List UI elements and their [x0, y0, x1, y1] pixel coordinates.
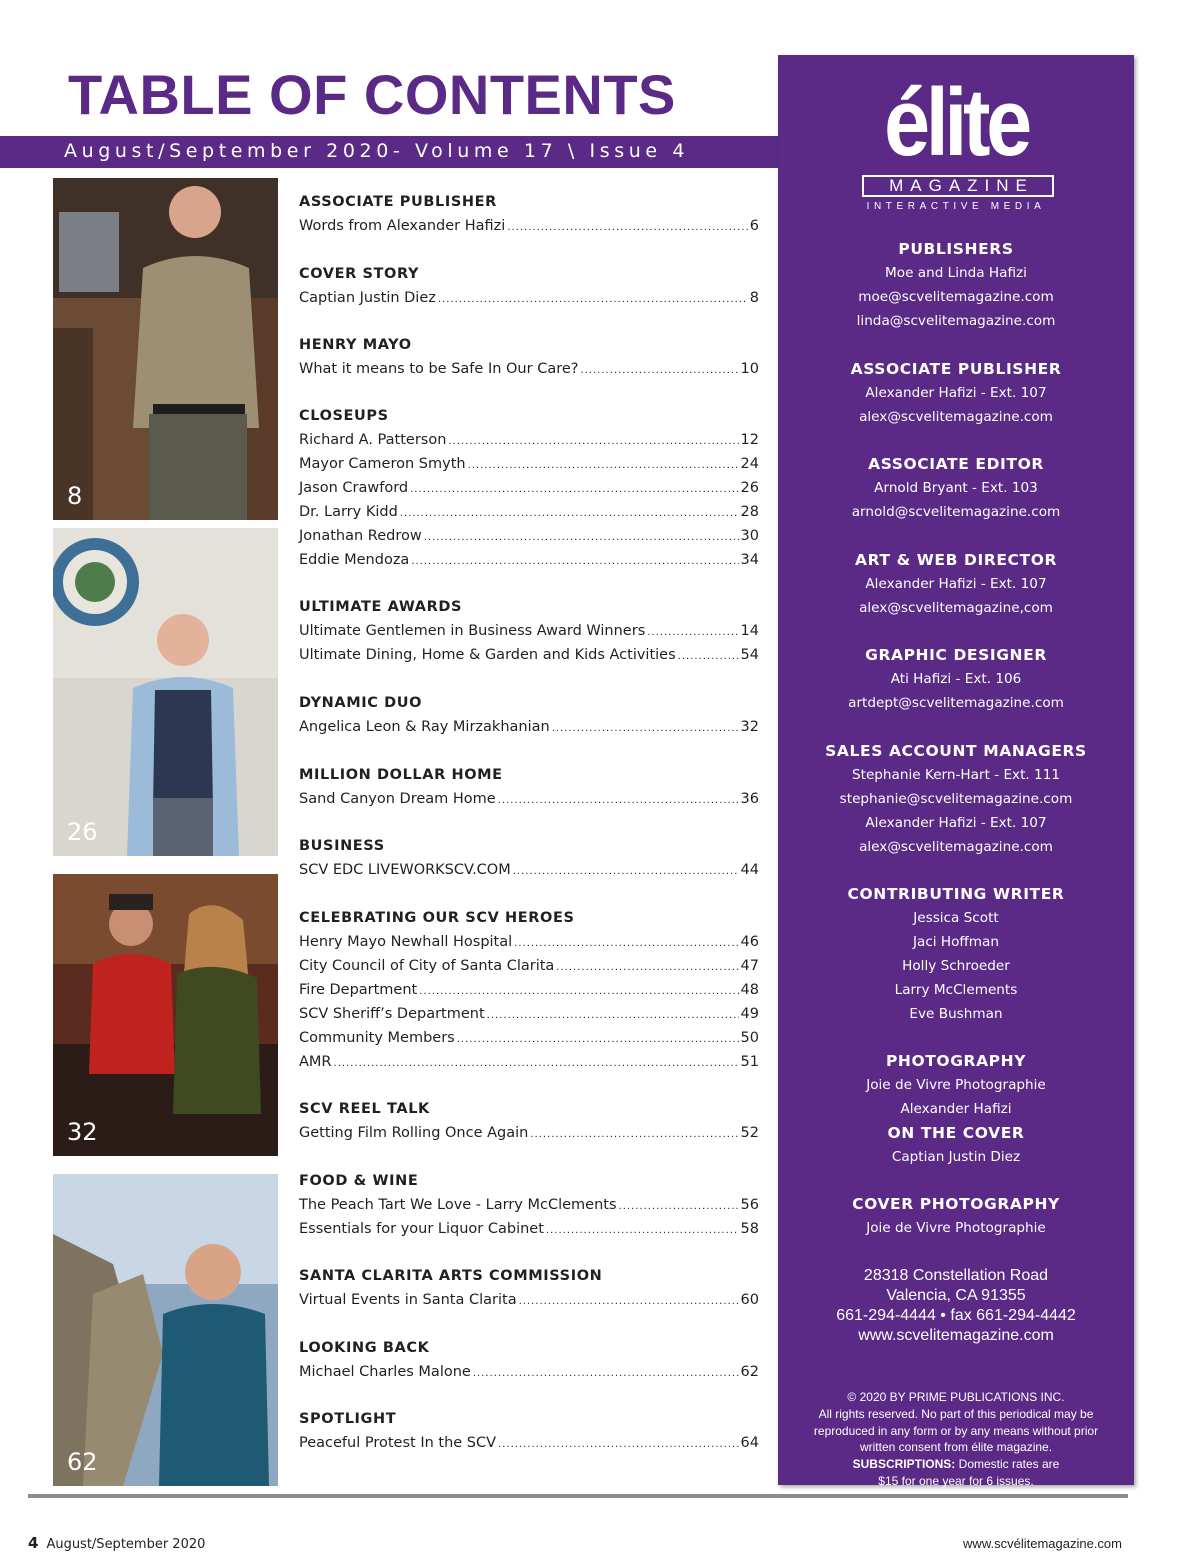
toc-entry-title: Jonathan Redrow	[299, 528, 422, 544]
toc-entry-page: 34	[740, 552, 759, 568]
photo-dynamic-duo	[53, 874, 278, 1156]
toc-entry[interactable]	[299, 524, 759, 548]
toc-entry-page: 52	[740, 1125, 759, 1141]
dot-leader	[519, 1290, 739, 1314]
staff-name: Alexander Hafizi - Ext. 107	[865, 576, 1047, 592]
toc-section	[299, 190, 759, 238]
subscriptions-text: Domestic rates are	[955, 1457, 1060, 1472]
dot-leader	[498, 789, 739, 813]
toc-section-heading: COVER STORY	[299, 266, 420, 282]
toc-section-heading: ASSOCIATE PUBLISHER	[299, 194, 497, 210]
dot-leader	[457, 1028, 739, 1052]
dot-leader	[513, 860, 739, 884]
toc-entry[interactable]	[299, 1002, 759, 1026]
staff-contributing-writer	[778, 882, 1134, 1026]
photo-page-number: 26	[67, 818, 98, 846]
staff-email[interactable]: alex@scvelitemagazine,com	[859, 600, 1053, 616]
copyright-line: written consent from élite magazine.	[859, 1440, 1053, 1455]
toc-entry-title: Sand Canyon Dream Home	[299, 791, 496, 807]
toc-entry-page: 50	[740, 1030, 759, 1046]
toc-section-heading: ULTIMATE AWARDS	[299, 599, 463, 615]
toc-section	[299, 1097, 759, 1145]
toc-section	[299, 906, 759, 1074]
toc-entry-title: Eddie Mendoza	[299, 552, 410, 568]
toc-entry[interactable]	[299, 787, 759, 811]
toc-entry-page: 8	[749, 290, 759, 306]
toc-entry-page: 6	[749, 218, 759, 234]
toc-entry-page: 56	[740, 1197, 759, 1213]
toc-entry[interactable]	[299, 1121, 759, 1145]
toc-section-heading: SANTA CLARITA ARTS COMMISSION	[299, 1268, 603, 1284]
toc-entry-page: 64	[740, 1435, 759, 1451]
dot-leader	[507, 216, 747, 240]
staff-name: Jaci Hoffman	[912, 934, 999, 950]
toc-entry-title: Virtual Events in Santa Clarita	[299, 1292, 517, 1308]
toc-entry-page: 46	[740, 934, 759, 950]
staff-email[interactable]: moe@scvelitemagazine.com	[858, 289, 1054, 305]
staff-role: ON THE COVER	[887, 1124, 1025, 1142]
toc-entry-title: Michael Charles Malone	[299, 1364, 471, 1380]
toc-entry[interactable]	[299, 357, 759, 381]
staff-name: Joie de Vivre Photographie	[866, 1077, 1046, 1093]
toc-entry[interactable]	[299, 715, 759, 739]
staff-associate-publisher	[778, 357, 1134, 429]
address-website[interactable]: www.scvelitemagazine.com	[858, 1327, 1054, 1344]
toc-entry[interactable]	[299, 619, 759, 643]
toc-entry[interactable]	[299, 548, 759, 572]
toc-entry-title: Ultimate Dining, Home & Garden and Kids Activities	[299, 647, 676, 663]
contact-address	[778, 1266, 1134, 1346]
staff-cover-photography	[778, 1192, 1134, 1240]
toc-entry-page: 48	[740, 982, 759, 998]
staff-name: Eve Bushman	[909, 1006, 1003, 1022]
toc-entry[interactable]	[299, 428, 759, 452]
staff-role: COVER PHOTOGRAPHY	[852, 1195, 1060, 1213]
toc-entry-page: 49	[740, 1006, 759, 1022]
toc-entry-title: Jason Crawford	[299, 480, 409, 496]
dot-leader	[438, 288, 748, 312]
toc-entry-title: Angelica Leon & Ray Mirzakhanian	[299, 719, 550, 735]
toc-section	[299, 691, 759, 739]
dot-leader	[334, 1052, 739, 1076]
toc-section	[299, 404, 759, 572]
toc-section	[299, 333, 759, 381]
toc-section-heading: LOOKING BACK	[299, 1340, 430, 1356]
toc-entry[interactable]	[299, 954, 759, 978]
photo-cover-story	[53, 178, 278, 520]
staff-name: Alexander Hafizi	[900, 1101, 1012, 1117]
toc-entry-page: 54	[740, 647, 759, 663]
toc-section-heading: DYNAMIC DUO	[299, 695, 423, 711]
dot-leader	[678, 645, 739, 669]
staff-name: Joie de Vivre Photographie	[866, 1220, 1046, 1236]
toc-entry-page: 58	[740, 1221, 759, 1237]
toc-entry-title: SCV Sheriff’s Department	[299, 1006, 485, 1022]
dot-leader	[400, 502, 739, 526]
dot-leader	[580, 359, 738, 383]
toc-section	[299, 1169, 759, 1241]
photo-looking-back	[53, 1174, 278, 1486]
toc-section	[299, 1264, 759, 1312]
logo-tagline: INTERACTIVE MEDIA	[866, 201, 1046, 212]
toc-entry-title: Getting Film Rolling Once Again	[299, 1125, 529, 1141]
toc-section	[299, 1336, 759, 1384]
footer-rule	[28, 1494, 1128, 1498]
toc-entry-title: Peaceful Protest In the SCV	[299, 1435, 497, 1451]
toc-section	[299, 834, 759, 882]
toc-entry[interactable]	[299, 930, 759, 954]
page-folio	[28, 1534, 205, 1552]
staff-name: Holly Schroeder	[902, 958, 1010, 974]
staff-email[interactable]: linda@scvelitemagazine.com	[856, 313, 1056, 329]
staff-role: SALES ACCOUNT MANAGERS	[825, 742, 1087, 760]
toc-entry-title: Henry Mayo Newhall Hospital	[299, 934, 513, 950]
toc-entry-page: 28	[740, 504, 759, 520]
staff-name: Arnold Bryant - Ext. 103	[874, 480, 1038, 496]
staff-art-web-director	[778, 548, 1134, 620]
dot-leader	[419, 980, 738, 1004]
footer-website[interactable]: www.scvélitemagazine.com	[963, 1536, 1122, 1551]
toc-entry-title: Captian Justin Diez	[299, 290, 436, 306]
staff-name: Moe and Linda Hafizi	[885, 265, 1027, 281]
staff-role: ART & WEB DIRECTOR	[854, 551, 1058, 569]
dot-leader	[424, 526, 739, 550]
dot-leader	[530, 1123, 738, 1147]
staff-email[interactable]: arnold@scvelitemagazine.com	[851, 504, 1061, 520]
toc-entry-page: 24	[740, 456, 759, 472]
toc-section-heading: CELEBRATING OUR SCV HEROES	[299, 910, 575, 926]
toc-entry-page: 12	[740, 432, 759, 448]
toc-entry-title: SCV EDC LIVEWORKSCV.COM	[299, 862, 511, 878]
dot-leader	[468, 454, 739, 478]
toc-entry[interactable]	[299, 452, 759, 476]
toc-entry-page: 36	[740, 791, 759, 807]
copyright-line: All rights reserved. No part of this periodical may be	[818, 1406, 1094, 1421]
toc-entry[interactable]	[299, 500, 759, 524]
dot-leader	[514, 932, 738, 956]
toc-entry-page: 51	[740, 1054, 759, 1070]
dot-leader	[473, 1362, 739, 1386]
staff-name: Ati Hafizi - Ext. 106	[890, 671, 1022, 687]
toc-entry-title: Fire Department	[299, 982, 418, 998]
toc-section	[299, 262, 759, 310]
logo-magazine-box: MAGAZINE	[862, 175, 1054, 197]
toc-entry[interactable]	[299, 214, 759, 238]
dot-leader	[552, 717, 739, 741]
staff-email[interactable]: artdept@scvelitemagazine.com	[848, 695, 1064, 711]
logo-wordmark: élite	[884, 69, 1028, 176]
staff-sales-account-managers	[778, 739, 1134, 859]
toc-entry[interactable]	[299, 1026, 759, 1050]
toc-entry-page: 10	[740, 361, 759, 377]
dot-leader	[410, 478, 738, 502]
toc-entry[interactable]	[299, 1360, 759, 1384]
toc-entry-page: 26	[740, 480, 759, 496]
toc-entry[interactable]	[299, 1217, 759, 1241]
toc-entry-page: 14	[740, 623, 759, 639]
toc-entry-title: Richard A. Patterson	[299, 432, 447, 448]
address-city: Valencia, CA 91355	[886, 1287, 1026, 1304]
staff-name: Stephanie Kern-Hart - Ext. 111	[851, 767, 1060, 783]
toc-section-heading: BUSINESS	[299, 838, 385, 854]
photo-closeup	[53, 528, 278, 856]
staff-email[interactable]: stephanie@scvelitemagazine.com	[839, 791, 1073, 807]
toc-entry[interactable]	[299, 1193, 759, 1217]
toc-entry-title: Dr. Larry Kidd	[299, 504, 398, 520]
toc-section-heading: CLOSEUPS	[299, 408, 389, 424]
address-phone: 661-294-4444 • fax 661-294-4442	[836, 1307, 1076, 1324]
toc-entry[interactable]	[299, 286, 759, 310]
dot-leader	[448, 430, 738, 454]
dot-leader	[411, 550, 738, 574]
staff-photography	[778, 1049, 1134, 1121]
toc-section-heading: SPOTLIGHT	[299, 1411, 397, 1427]
staff-role: ASSOCIATE PUBLISHER	[850, 360, 1062, 378]
staff-role: ASSOCIATE EDITOR	[868, 455, 1044, 473]
toc-entry-title: AMR	[299, 1054, 332, 1070]
issue-line: August/September 2020- Volume 17 \ Issue 4	[64, 140, 690, 162]
toc-entry[interactable]	[299, 858, 759, 882]
toc-entry-title: The Peach Tart We Love - Larry McClements	[299, 1197, 617, 1213]
page-title: TABLE OF CONTENTS	[68, 63, 676, 126]
toc-entry[interactable]	[299, 476, 759, 500]
staff-name: Larry McClements	[894, 982, 1018, 998]
toc-section	[299, 1407, 759, 1455]
toc-entry-title: What it means to be Safe In Our Care?	[299, 361, 579, 377]
masthead-sidebar	[778, 55, 1134, 1488]
staff-email[interactable]: alex@scvelitemagazine.com	[859, 839, 1053, 855]
photo-page-number: 32	[67, 1118, 98, 1146]
toc-entry-title: Mayor Cameron Smyth	[299, 456, 466, 472]
copyright-line: reproduced in any form or by any means without prior	[813, 1423, 1099, 1438]
photo-page-number: 8	[67, 482, 83, 510]
toc-section-heading: HENRY MAYO	[299, 337, 412, 353]
toc-entry[interactable]	[299, 978, 759, 1002]
staff-name: Alexander Hafizi - Ext. 107	[865, 385, 1047, 401]
dot-leader	[647, 621, 738, 645]
staff-name: Jessica Scott	[913, 910, 999, 926]
staff-associate-editor	[778, 452, 1134, 524]
toc-entry[interactable]	[299, 1431, 759, 1455]
dot-leader	[546, 1219, 739, 1243]
toc-section-heading: MILLION DOLLAR HOME	[299, 767, 503, 783]
staff-email[interactable]: alex@scvelitemagazine.com	[859, 409, 1053, 425]
staff-role: CONTRIBUTING WRITER	[847, 885, 1065, 903]
toc-entry[interactable]	[299, 1288, 759, 1312]
toc-entry[interactable]	[299, 1050, 759, 1074]
staff-on-the-cover	[778, 1121, 1134, 1169]
dot-leader	[487, 1004, 739, 1028]
toc-entry-title: Words from Alexander Hafizi	[299, 218, 506, 234]
toc-entry-page: 60	[740, 1292, 759, 1308]
dot-leader	[619, 1195, 739, 1219]
dot-leader	[556, 956, 738, 980]
footer-issue: August/September 2020	[46, 1537, 206, 1552]
subscriptions-line	[778, 1456, 1134, 1473]
elite-magazine-logo	[856, 69, 1056, 219]
staff-graphic-designer	[778, 643, 1134, 715]
copyright-line: © 2020 BY PRIME PUBLICATIONS INC.	[847, 1390, 1065, 1404]
toc-entry-page: 32	[740, 719, 759, 735]
toc-entry-page: 44	[740, 862, 759, 878]
staff-name: Alexander Hafizi - Ext. 107	[865, 815, 1047, 831]
toc-section	[299, 763, 759, 811]
toc-section	[299, 595, 759, 667]
toc-entry-title: Ultimate Gentlemen in Business Award Winners	[299, 623, 646, 639]
address-street: 28318 Constellation Road	[863, 1267, 1049, 1284]
subscriptions-label: SUBSCRIPTIONS:	[852, 1457, 956, 1472]
toc-entry-title: City Council of City of Santa Clarita	[299, 958, 555, 974]
toc-entry-page: 62	[740, 1364, 759, 1380]
copyright-line: $15 for one year for 6 issues.	[878, 1473, 1034, 1488]
staff-role: PHOTOGRAPHY	[885, 1052, 1027, 1070]
dot-leader	[498, 1433, 739, 1457]
toc-section-heading: FOOD & WINE	[299, 1173, 419, 1189]
staff-role: GRAPHIC DESIGNER	[865, 646, 1047, 664]
toc-entry-title: Community Members	[299, 1030, 455, 1046]
staff-role: PUBLISHERS	[898, 240, 1014, 258]
page-number: 4	[28, 1534, 39, 1552]
toc-entry-title: Essentials for your Liquor Cabinet	[299, 1221, 544, 1237]
staff-name: Captian Justin Diez	[891, 1149, 1021, 1165]
toc-entry-page: 47	[740, 958, 759, 974]
toc-entry-page: 30	[740, 528, 759, 544]
copyright-notice	[778, 1389, 1134, 1490]
staff-publishers	[778, 237, 1134, 333]
toc-entry[interactable]	[299, 643, 759, 667]
toc-section-heading: SCV REEL TALK	[299, 1101, 430, 1117]
photo-page-number: 62	[67, 1448, 98, 1476]
